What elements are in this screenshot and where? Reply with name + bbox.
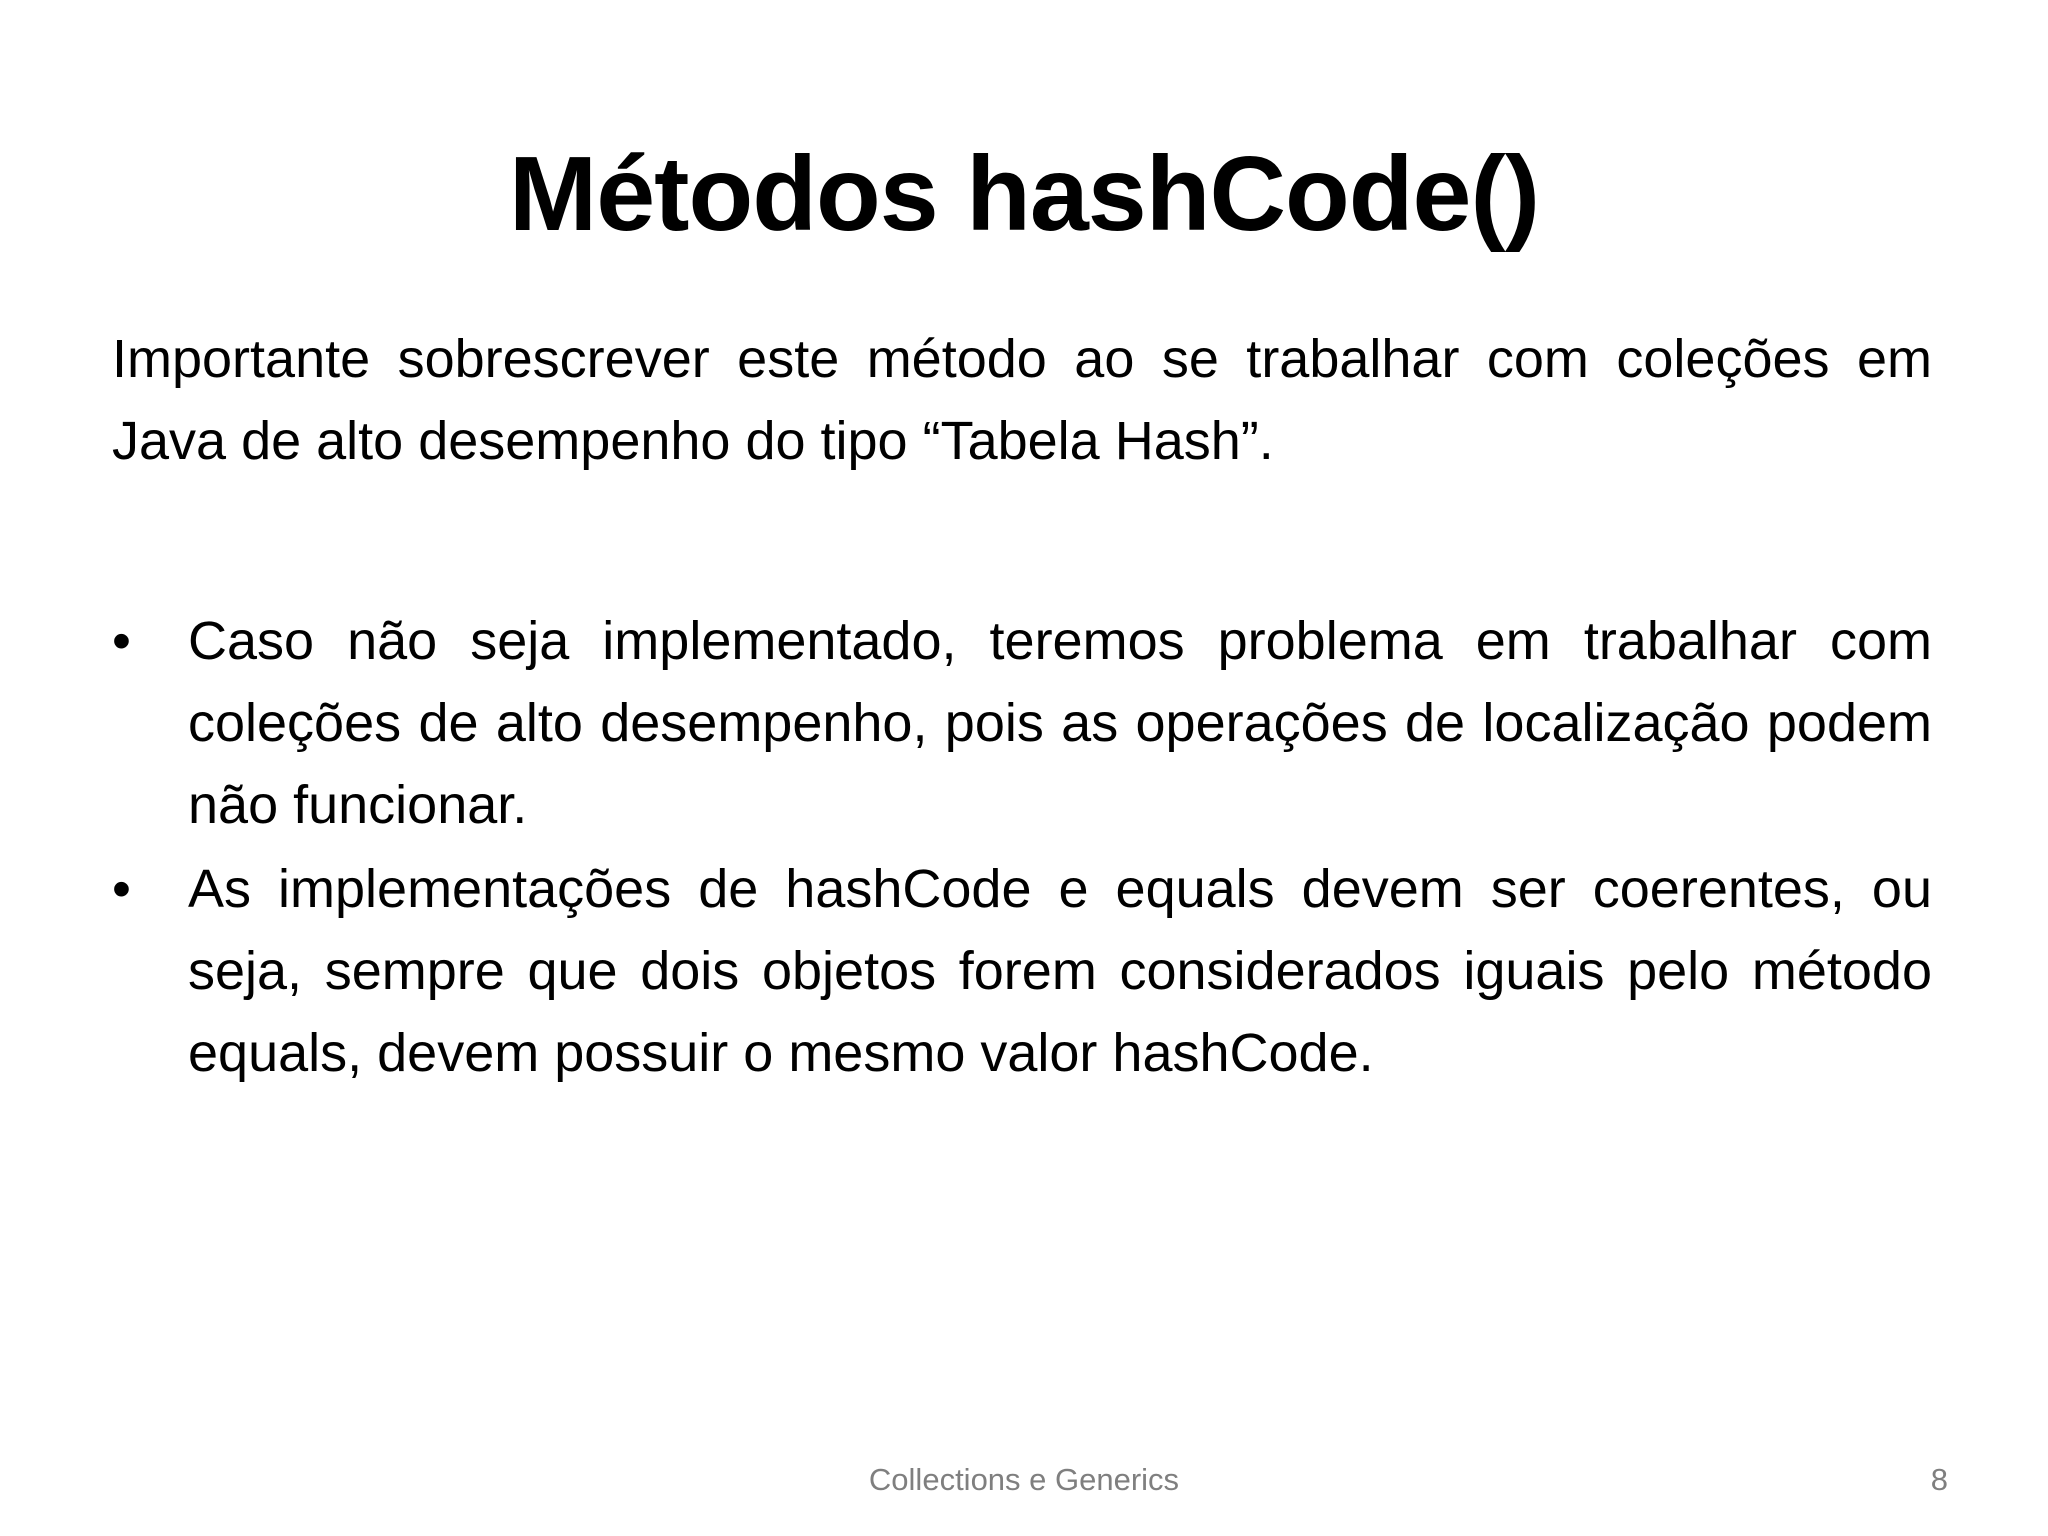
bullet-list: [112, 600, 1932, 1094]
slide-content: [112, 318, 1932, 1096]
page-number: 8: [1930, 1462, 1948, 1497]
bullet-marker: •: [112, 859, 131, 919]
slide-title: Métodos hashCode(): [508, 135, 1540, 253]
intro-paragraph: Importante sobrescrever este método ao se trabalhar com coleções em Java de alto desempenho do tipo “Tabela Hash”.: [112, 329, 1932, 471]
footer-title: Collections e Generics: [868, 1462, 1180, 1497]
bullet-item: [112, 600, 1932, 846]
bullet-marker: •: [112, 611, 131, 671]
bullet-text: As implementações de hashCode e equals devem ser coerentes, ou seja, sempre que dois objetos forem considerados iguais pelo método equals, devem possuir o mesmo valor hashCode.: [188, 859, 1932, 1083]
bullet-item: [112, 848, 1932, 1094]
bullet-text: Caso não seja implementado, teremos problema em trabalhar com coleções de alto desempenho, pois as operações de localização podem não funcionar.: [188, 611, 1932, 835]
